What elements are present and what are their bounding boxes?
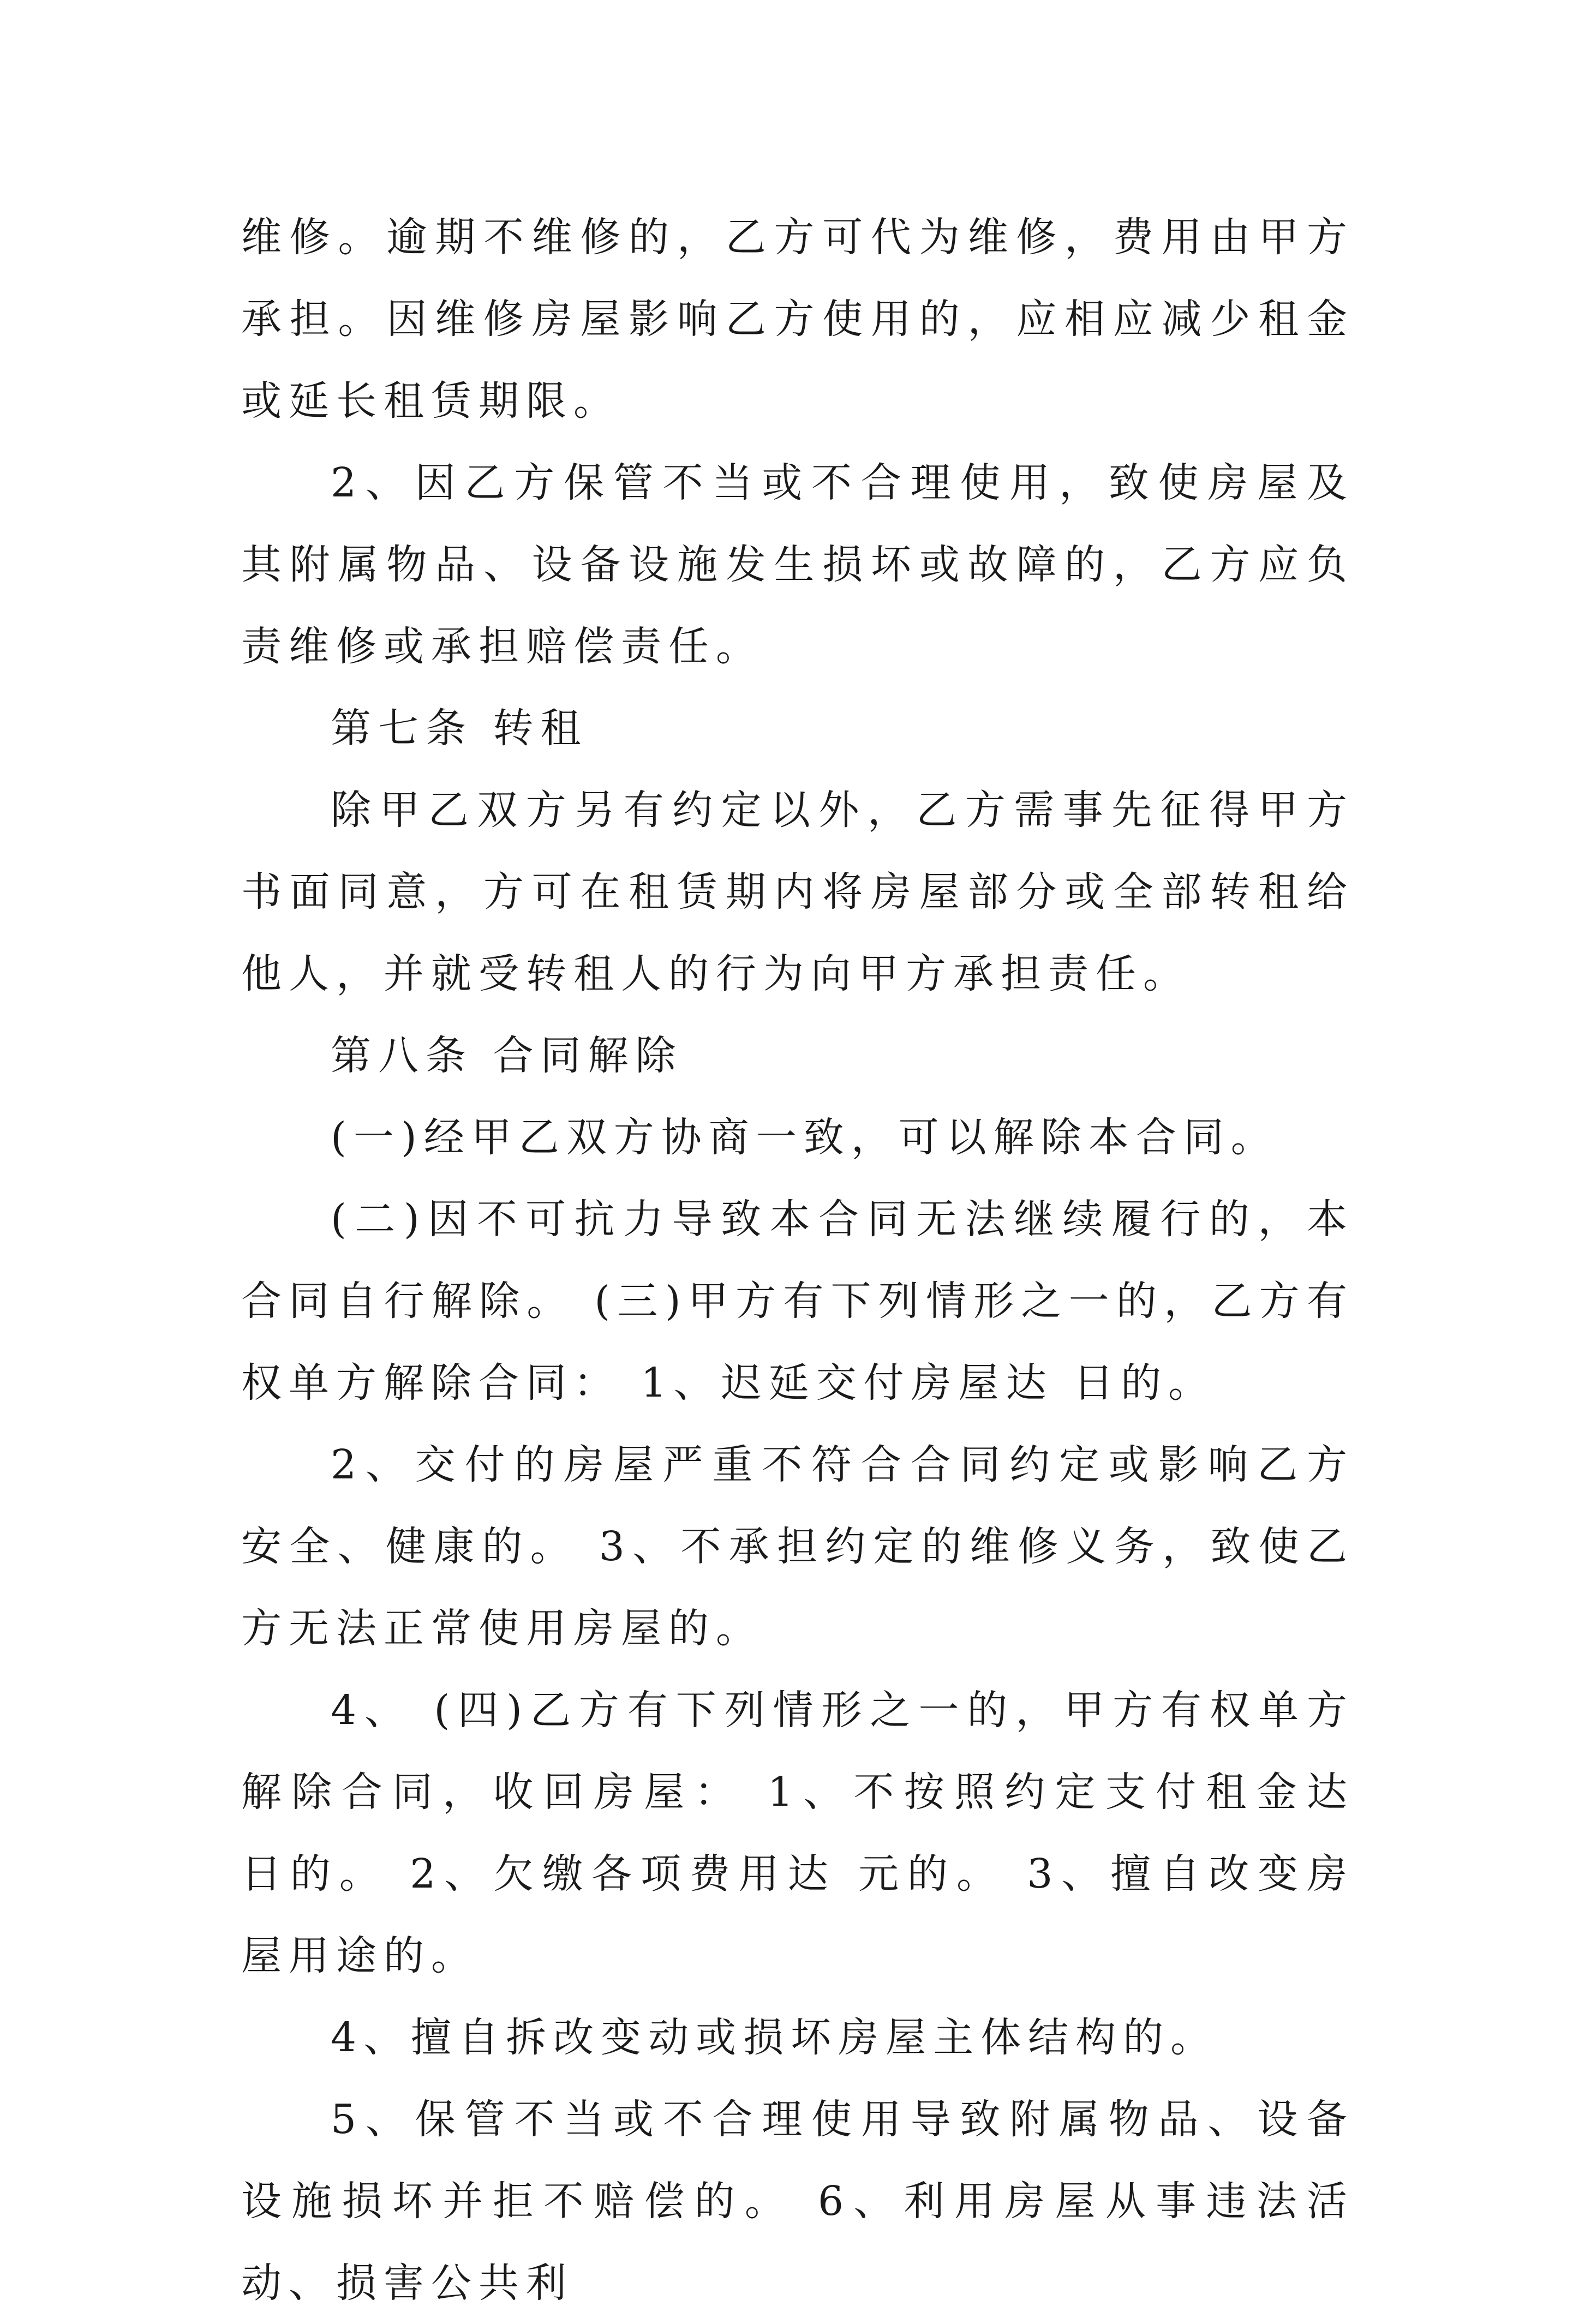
paragraph: 除甲乙双方另有约定以外，乙方需事先征得甲方书面同意，方可在租赁期内将房屋部分或全部转租给他人，并就受转租人的行为向甲方承担责任。: [241, 787, 1354, 997]
paragraph: 4、 (四)乙方有下列情形之一的，甲方有权单方解除合同，收回房屋： 1、不按照约定支付租金达 日的。 2、欠缴各项费用达 元的。 3、擅自改变房屋用途的。: [241, 1687, 1354, 1979]
paragraph: (二)因不可抗力导致本合同无法继续履行的，本合同自行解除。 (三)甲方有下列情形之一的，乙方有权单方解除合同： 1、迟延交付房屋达 日的。: [241, 1196, 1354, 1406]
document-body: [241, 196, 1354, 2324]
paragraph: (一)经甲乙双方协商一致，可以解除本合同。: [331, 1114, 1278, 1161]
section-heading: 第七条 转租: [331, 705, 588, 752]
paragraph: 维修。逾期不维修的，乙方可代为维修，费用由甲方承担。因维修房屋影响乙方使用的，应相应减少租金或延长租赁期限。: [241, 214, 1354, 424]
paragraph: 5、保管不当或不合理使用导致附属物品、设备设施损坏并拒不赔偿的。 6、利用房屋从事违法活动、损害公共利: [241, 2096, 1354, 2307]
paragraph: 4、擅自拆改变动或损坏房屋主体结构的。: [331, 2014, 1218, 2061]
paragraph: 2、交付的房屋严重不符合合同约定或影响乙方安全、健康的。 3、不承担约定的维修义务，致使乙方无法正常使用房屋的。: [241, 1441, 1354, 1652]
section-heading: 第八条 合同解除: [331, 1032, 683, 1079]
paragraph: 2、因乙方保管不当或不合理使用，致使房屋及其附属物品、设备设施发生损坏或故障的，乙方应负责维修或承担赔偿责任。: [241, 459, 1354, 670]
